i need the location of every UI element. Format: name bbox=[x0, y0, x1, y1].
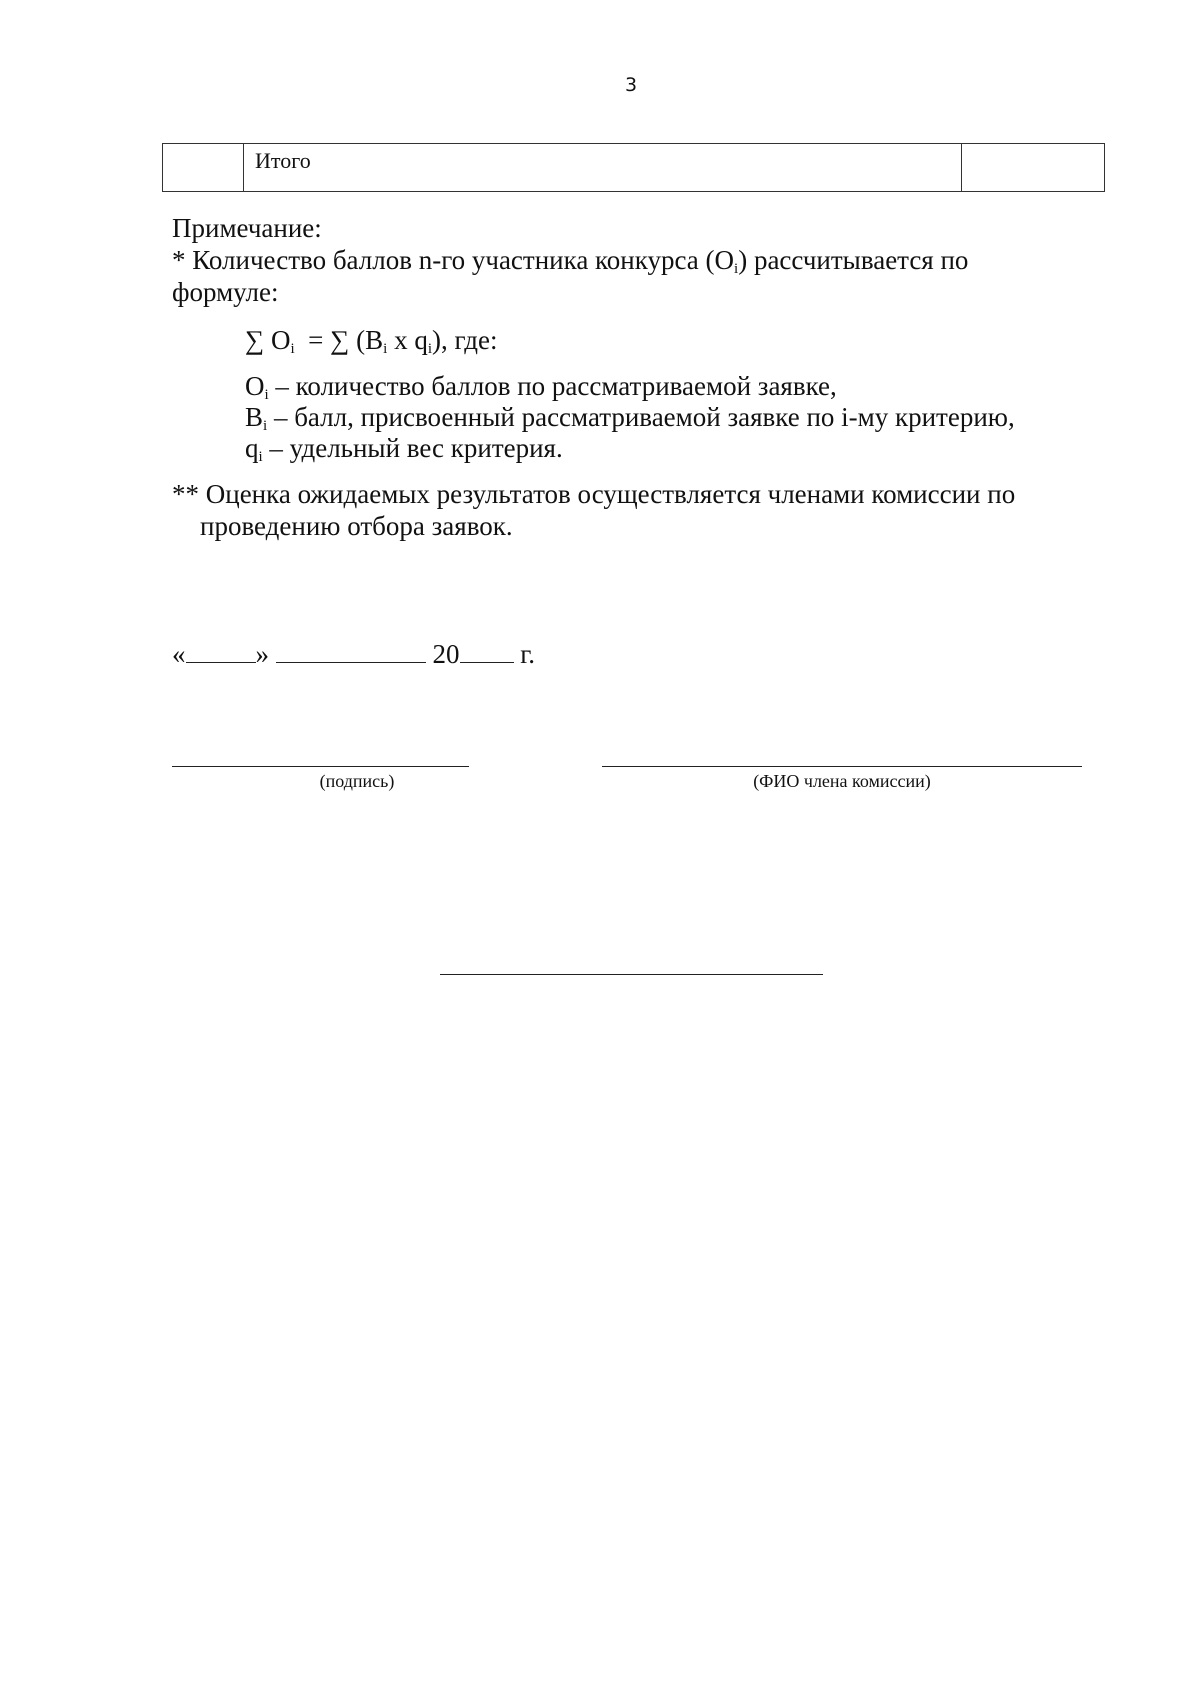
definition-q-subscript: i bbox=[258, 449, 263, 465]
signature-caption: (подпись) bbox=[319, 771, 395, 791]
total-table bbox=[162, 143, 1105, 192]
note-star1-text-pre: * Количество баллов n-го участника конкурса (O bbox=[172, 245, 735, 275]
date-day-blank[interactable] bbox=[186, 636, 256, 663]
closing-divider bbox=[440, 974, 823, 975]
definition-q bbox=[245, 432, 563, 469]
table-cell-total-value bbox=[962, 144, 1105, 192]
date-year-suffix: г. bbox=[520, 639, 536, 669]
definition-o-text: – количество баллов по рассматриваемой заявке, bbox=[268, 371, 837, 401]
formula-equals: = ∑ (B bbox=[308, 325, 384, 355]
date-open-quote: « bbox=[172, 639, 186, 669]
definition-o-symbol: O bbox=[245, 371, 265, 401]
date-month-blank[interactable] bbox=[276, 636, 426, 663]
formula-q-subscript: i bbox=[427, 341, 432, 357]
table-cell-empty-left bbox=[163, 144, 244, 192]
sum-sign: ∑ bbox=[245, 325, 265, 355]
definition-b-subscript: i bbox=[263, 418, 268, 434]
definition-q-text: – удельный вес критерия. bbox=[262, 433, 563, 463]
note-star1-subscript: i bbox=[734, 261, 739, 277]
name-line[interactable] bbox=[602, 766, 1082, 767]
formula-o-subscript: i bbox=[290, 341, 295, 357]
note-star1-line1 bbox=[172, 244, 968, 281]
note-star2-line1: ** Оценка ожидаемых результатов осуществляется членами комиссии по bbox=[172, 479, 1016, 509]
definition-q-symbol: q bbox=[245, 433, 259, 463]
formula-x-q: x q bbox=[387, 325, 428, 355]
date-close-quote: » bbox=[255, 639, 269, 669]
note-title: Примечание: bbox=[172, 213, 322, 243]
date-year-prefix: 20 bbox=[432, 639, 460, 669]
table-row bbox=[163, 144, 1105, 192]
table-cell-total-label: Итого bbox=[244, 144, 962, 192]
formula bbox=[245, 324, 497, 361]
definition-b-symbol: B bbox=[245, 402, 264, 432]
formula-b-subscript: i bbox=[383, 341, 388, 357]
formula-o: O bbox=[271, 325, 291, 355]
definition-b-text: – балл, присвоенный рассматриваемой заявке по i-му критерию, bbox=[267, 402, 1015, 432]
note-star2-line2: проведению отбора заявок. bbox=[200, 511, 513, 541]
page-number: 3 bbox=[624, 74, 638, 96]
date-row bbox=[172, 636, 535, 671]
name-caption: (ФИО члена комиссии) bbox=[753, 771, 931, 791]
note-star1-line2: формуле: bbox=[172, 277, 279, 307]
date-year-blank[interactable] bbox=[460, 636, 514, 663]
signature-line[interactable] bbox=[172, 766, 469, 767]
definition-o-subscript: i bbox=[264, 387, 269, 403]
note-star1-text-post: ) рассчитывается по bbox=[738, 245, 969, 275]
formula-close: ), где: bbox=[432, 325, 498, 355]
